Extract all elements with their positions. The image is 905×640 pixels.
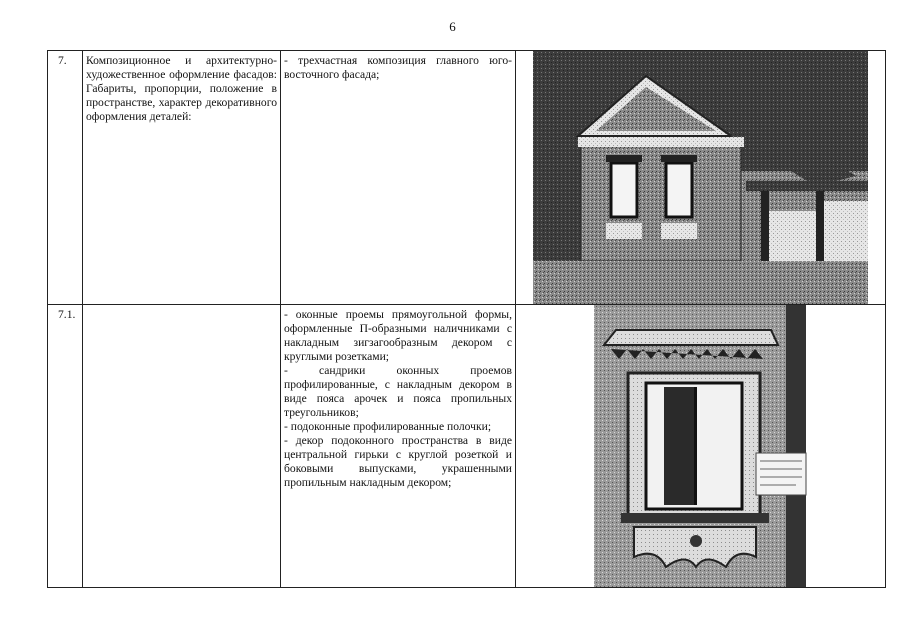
description-line: - подоконные профилированные полочки;: [284, 420, 492, 433]
window-frame-photo: [516, 305, 886, 587]
criterion-text: [83, 305, 281, 588]
table-row: [48, 51, 886, 305]
page-number: 6: [449, 19, 456, 34]
description-line: - декор подоконного пространства в виде центральной гирьки с круглой розеткой и боковыми выпусками, украшенными пропильным накладным декором;: [284, 434, 512, 489]
criterion-text: Композиционное и архитектурно-художественное оформление фасадов: Габариты, пропорции, положение в пространстве, характер декоративного оформления деталей:: [83, 51, 281, 305]
house-facade-photo: [516, 51, 886, 304]
description-cell: [281, 305, 516, 588]
table-row: [48, 305, 886, 588]
description-line: - трехчастная композиция главного юго-восточного фасада;: [284, 54, 512, 81]
description-line: - сандрики оконных проемов профилированные, с накладным декором в виде пояса арочек и пояса пропильных треугольников;: [284, 364, 512, 419]
photo-cell: [516, 51, 886, 305]
row-number: 7.: [48, 51, 83, 305]
description-line: - оконные проемы прямоугольной формы, оформленные П-образными наличниками с накладным зигзагообразным декором с круглыми розетками;: [284, 308, 512, 363]
heritage-table: [47, 50, 886, 588]
photo-cell: [516, 305, 886, 588]
description-cell: [281, 51, 516, 305]
row-number: 7.1.: [48, 305, 83, 588]
